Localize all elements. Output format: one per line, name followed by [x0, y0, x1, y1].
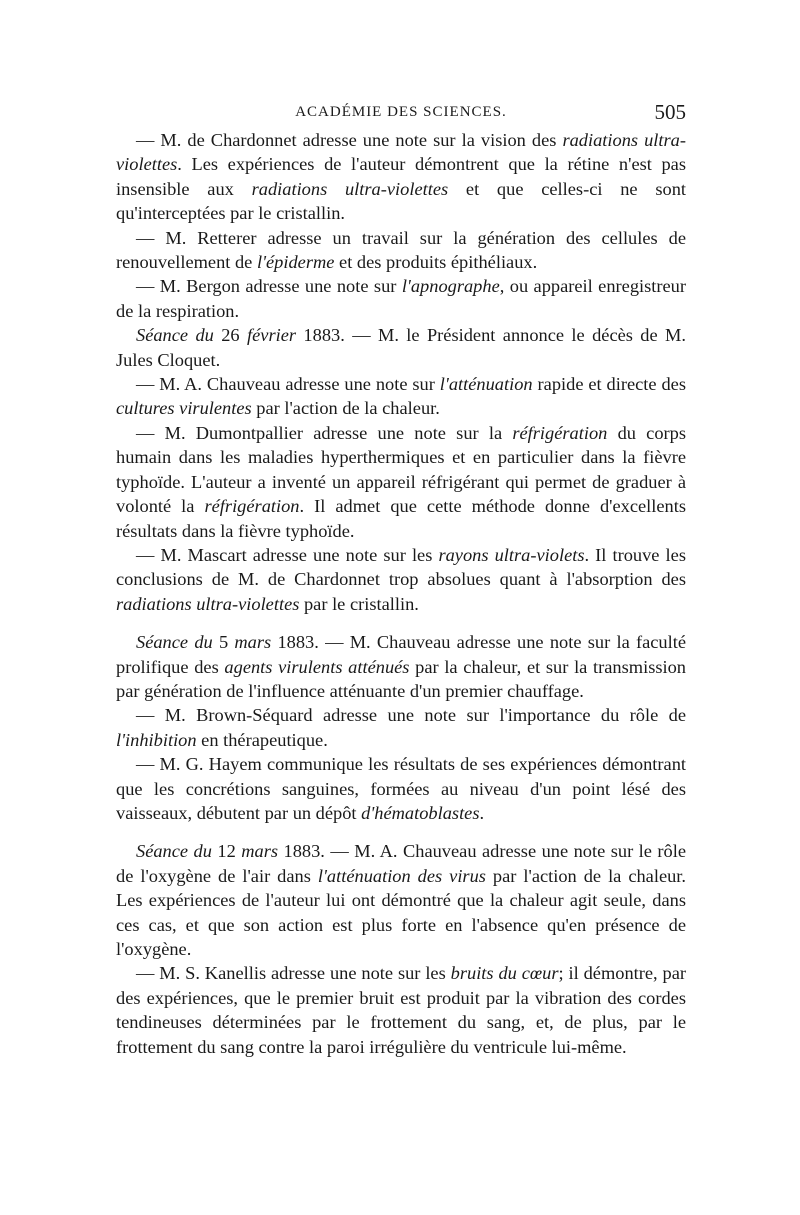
- text-segment: 1883. — M. Chauveau adresse une note sur la faculté prolifique des: [116, 632, 687, 677]
- italic-text-segment: l'épiderme: [256, 252, 335, 273]
- italic-text-segment: mars: [241, 841, 279, 862]
- text-segment: ; il démontre, par des expériences, que le premier bruit est produit par la vibration des cordes tendineuses déterminées par le frottement du sang, et, de plus, par le frottement du sang contre la paroi irrégulière du ventricule lui-même.: [116, 963, 687, 1057]
- text-segment: par l'action de la chaleur.: [251, 398, 440, 419]
- text-segment: — M. de Chardonnet adresse une note sur la vision des: [136, 130, 563, 150]
- text-segment: 1883. — M. A. Chauveau adresse une note sur le rôle de l'oxygène de l'air dans: [116, 841, 686, 886]
- paragraph: [116, 839, 686, 961]
- text-segment: en thérapeutique.: [196, 729, 328, 750]
- running-title: ACADÉMIE DES SCIENCES.: [295, 104, 507, 120]
- text-segment: . Il admet que cette méthode donne d'excellents résultats dans la fièvre typhoïde.: [116, 496, 686, 541]
- italic-text-segment: rayons ultra-violets: [438, 544, 585, 565]
- text-segment: — M. G. Hayem communique les résultats de ses expériences démontrant que les concrétions sanguines, formées au niveau d'un point lésé des vaisseaux, débutent par un dépôt: [116, 754, 686, 823]
- italic-text-segment: radiations ultra-violettes: [116, 130, 686, 175]
- text-segment: . Il trouve les conclusions de M. de Chardonnet trop absolues quant à l'absorption des: [116, 544, 686, 590]
- italic-text-segment: l'atténuation des virus: [317, 865, 486, 886]
- paragraph: [116, 703, 686, 752]
- paragraph: [116, 752, 686, 825]
- page-header: [116, 100, 686, 124]
- italic-text-segment: mars: [234, 632, 272, 653]
- body-text: [116, 128, 686, 1059]
- text-segment: — M. Retterer adresse un travail sur la génération des cellules de renouvellement de: [116, 227, 686, 273]
- italic-text-segment: Séance du: [136, 325, 214, 346]
- italic-text-segment: radiations ultra-violettes: [116, 593, 300, 614]
- text-segment: 26: [213, 325, 248, 346]
- text-segment: 12: [211, 841, 242, 862]
- paragraph: [116, 543, 686, 616]
- text-segment: — M. Brown-Séquard adresse une note sur l'importance du rôle de: [136, 705, 686, 726]
- text-segment: par l'action de la chaleur. Les expériences de l'auteur lui ont démontré que la chaleur agit seule, dans ces cas, et que son action est plus forte en l'absence qu'en présence de l'oxygène.: [116, 865, 687, 959]
- text-segment: et des produits épithéliaux.: [334, 252, 538, 273]
- text-segment: 5: [212, 632, 235, 653]
- italic-text-segment: Séance du: [136, 841, 212, 862]
- text-segment: rapide et directe des: [532, 374, 687, 395]
- italic-text-segment: l'atténuation: [439, 374, 533, 395]
- italic-text-segment: l'apnographe: [401, 276, 500, 297]
- paragraph: [116, 323, 686, 372]
- text-segment: — M. S. Kanellis adresse une note sur les: [136, 963, 451, 984]
- paragraph: [116, 128, 686, 226]
- text-segment: — M. Bergon adresse une note sur: [136, 276, 402, 297]
- paragraph: [116, 421, 686, 543]
- italic-text-segment: radiations ultra-violettes: [251, 178, 449, 199]
- italic-text-segment: agents virulents atténués: [224, 656, 410, 677]
- text-segment: 1883. — M. le Président annonce le décès de M. Jules Cloquet.: [116, 325, 686, 370]
- paragraph: [116, 372, 686, 421]
- italic-text-segment: cultures virulentes: [116, 398, 252, 419]
- text-segment: par la chaleur, et sur la transmission par génération de l'influence atténuante d'un premier chauffage.: [116, 656, 687, 701]
- italic-text-segment: février: [247, 325, 297, 346]
- text-segment: . Les expériences de l'auteur démontrent que la rétine n'est pas insensible aux: [116, 154, 686, 199]
- paragraph: [116, 961, 686, 1059]
- paragraph: [116, 274, 686, 323]
- text-segment: par le cristallin.: [299, 593, 419, 614]
- text-segment: — M. Dumontpallier adresse une note sur la: [136, 422, 513, 443]
- italic-text-segment: l'inhibition: [116, 729, 197, 750]
- text-segment: et que celles-ci ne sont qu'interceptées par le cristallin.: [116, 178, 686, 224]
- italic-text-segment: réfrigération: [512, 422, 608, 443]
- italic-text-segment: réfrigération: [204, 496, 300, 517]
- italic-text-segment: d'hématoblastes: [361, 802, 480, 823]
- text-segment: .: [479, 802, 485, 823]
- paragraph: [116, 630, 686, 703]
- italic-text-segment: Séance du: [136, 632, 213, 653]
- text-segment: du corps humain dans les maladies hyperthermiques et en particulier dans la fièvre typhoïde. L'auteur a inventé un appareil réfrigérant qui permet de graduer à volonté la: [116, 422, 686, 517]
- text-segment: — M. Mascart adresse une note sur les: [136, 544, 439, 565]
- text-segment: , ou appareil enregistreur de la respiration.: [116, 276, 686, 321]
- paragraph: [116, 226, 686, 275]
- page-number: 505: [654, 100, 686, 124]
- text-segment: — M. A. Chauveau adresse une note sur: [136, 374, 440, 395]
- italic-text-segment: bruits du cœur: [450, 963, 559, 984]
